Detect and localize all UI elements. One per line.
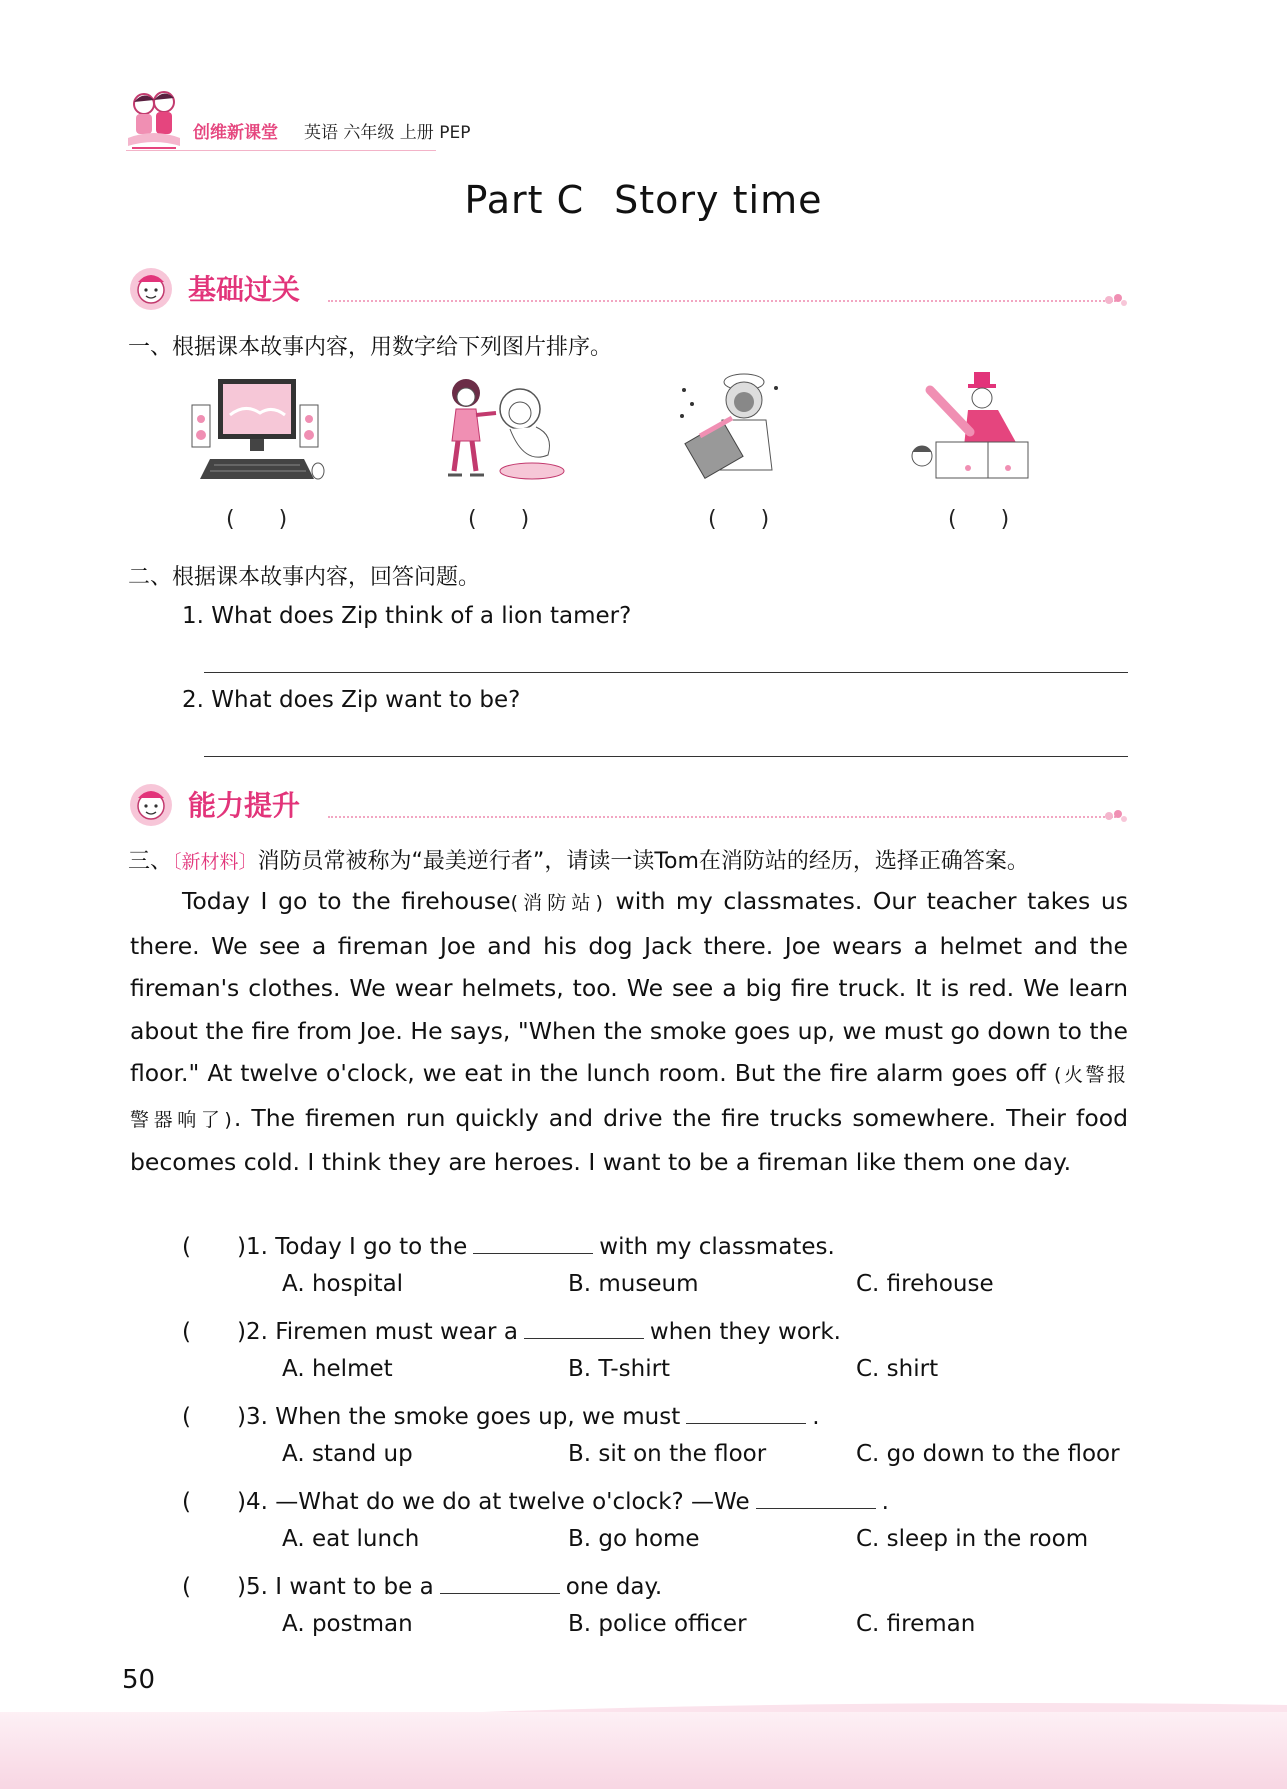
option-b[interactable]: B. go home [568, 1526, 700, 1552]
picture-beekeeper [676, 370, 796, 485]
option-c[interactable]: C. shirt [856, 1356, 939, 1382]
passage-text-2: with my classmates. Our teacher takes us there. We see a fireman Joe and his dog Jack there. Joe wears a helmet and the fireman's clothes. We wear helmets, too. We see a big fire truck. It is red. We learn about the fire from Joe. He says, "When the smoke goes up, we must go down to the floor." At twelve o'clock, we eat in the lunch room. But the fire alarm goes off [130, 887, 1128, 1087]
option-a[interactable]: A. stand up [282, 1441, 413, 1467]
passage-gloss-firehouse: (消防站) [510, 892, 605, 914]
option-c[interactable]: C. go down to the floor [856, 1441, 1120, 1467]
fill-blank[interactable] [440, 1573, 560, 1594]
answer-line-1[interactable] [204, 672, 1128, 673]
answer-line-2[interactable] [204, 756, 1128, 757]
question-text-before: I want to be a [275, 1574, 434, 1600]
option-c[interactable]: C. sleep in the room [856, 1526, 1089, 1552]
girl-with-lion-icon [432, 375, 572, 485]
option-c[interactable]: C. firehouse [856, 1271, 994, 1297]
section-title: 能力提升 [188, 789, 301, 822]
decor-dots-icon [1104, 808, 1128, 824]
question-text-after: . [812, 1404, 820, 1430]
passage-gloss-alarm: (火警报警器响了) [130, 1064, 1128, 1131]
brand-logo-icon [126, 88, 182, 154]
page-number: 50 [122, 1665, 156, 1695]
question-text-after: one day. [565, 1574, 663, 1600]
reading-passage [130, 880, 1128, 1184]
question-number: 三、 [128, 849, 173, 874]
passage-text-3: . The firemen run quickly and drive the fire trucks somewhere. Their food becomes cold. I think they are heroes. I want to be a fireman like them one day. [130, 1103, 1128, 1176]
question-text-after: with my classmates. [599, 1234, 835, 1260]
question-2-item-2 [182, 687, 520, 713]
question-text-before: Today I go to the [275, 1234, 468, 1260]
question-text-after: when they work. [649, 1319, 841, 1345]
item-number: 2. [182, 687, 204, 713]
section-banner-advanced [128, 778, 1128, 830]
item-text: What does Zip want to be? [211, 687, 521, 713]
beekeeper-icon [676, 370, 796, 485]
decor-dots-icon [1104, 292, 1128, 308]
question-text-after: . [881, 1489, 889, 1515]
question-number: 1. [245, 1234, 268, 1260]
question-number: 3. [245, 1404, 268, 1430]
question-number: 2. [245, 1319, 268, 1345]
mc-question-3 [182, 1398, 820, 1431]
option-a[interactable]: A. hospital [282, 1271, 404, 1297]
question-text-before: —What do we do at twelve o'clock? —We [275, 1489, 750, 1515]
option-a[interactable]: A. helmet [282, 1356, 393, 1382]
question-text-before: When the smoke goes up, we must [275, 1404, 681, 1430]
question-2-item-1 [182, 603, 631, 629]
new-material-tag: 〔新材料〕 [172, 851, 258, 873]
question-1-heading: 一、根据课本故事内容，用数字给下列图片排序。 [128, 335, 613, 360]
mc-question-1 [182, 1228, 835, 1261]
fill-blank[interactable] [686, 1403, 806, 1424]
footer-band [0, 1712, 1287, 1789]
picture-computer [190, 375, 330, 485]
question-3-heading [128, 844, 1029, 875]
question-text-before: Firemen must wear a [275, 1319, 518, 1345]
mc-question-5 [182, 1568, 662, 1601]
section-title: 基础过关 [188, 273, 301, 306]
question-2-heading: 二、根据课本故事内容，回答问题。 [128, 565, 481, 590]
fill-blank[interactable] [756, 1488, 876, 1509]
answer-paren[interactable]: ( ) [182, 1489, 246, 1515]
picture-magician [908, 368, 1048, 488]
section-banner-basic [128, 262, 1128, 314]
passage-text-1: Today I go to the firehouse [182, 887, 511, 915]
option-b[interactable]: B. police officer [568, 1611, 747, 1637]
option-c[interactable]: C. fireman [856, 1611, 976, 1637]
answer-paren[interactable]: ( ) [182, 1234, 246, 1260]
item-number: 1. [182, 603, 204, 629]
fill-blank[interactable] [473, 1233, 593, 1254]
section-face-icon [128, 782, 174, 828]
option-b[interactable]: B. museum [568, 1271, 699, 1297]
book-subject: 英语 六年级 上册 PEP [304, 123, 471, 143]
fill-blank[interactable] [524, 1318, 644, 1339]
mc-question-4 [182, 1483, 889, 1516]
question-number: 4. [245, 1489, 268, 1515]
option-b[interactable]: B. sit on the floor [568, 1441, 767, 1467]
answer-paren[interactable]: ( ) [182, 1319, 246, 1345]
question-instruction: 消防员常被称为“最美逆行者”，请读一读Tom在消防站的经历，选择正确答案。 [257, 849, 1029, 874]
picture-2-blank[interactable]: ( ) [468, 507, 530, 532]
answer-paren[interactable]: ( ) [182, 1404, 246, 1430]
picture-3-blank[interactable]: ( ) [708, 507, 770, 532]
title-name: Story time [614, 178, 823, 222]
section-face-icon [128, 266, 174, 312]
item-text: What does Zip think of a lion tamer? [211, 603, 632, 629]
answer-paren[interactable]: ( ) [182, 1574, 246, 1600]
section-divider [328, 816, 1116, 818]
mc-question-2 [182, 1313, 841, 1346]
computer-icon [190, 375, 330, 485]
picture-4-blank[interactable]: ( ) [948, 507, 1010, 532]
section-divider [328, 300, 1116, 302]
option-a[interactable]: A. eat lunch [282, 1526, 420, 1552]
header-divider [126, 150, 436, 151]
question-number: 5. [245, 1574, 268, 1600]
option-a[interactable]: A. postman [282, 1611, 413, 1637]
picture-1-blank[interactable]: ( ) [226, 507, 288, 532]
picture-girl-lion [432, 375, 572, 485]
title-part: Part C [464, 178, 585, 222]
brand-name: 创维新课堂 [193, 123, 278, 143]
magician-box-icon [908, 368, 1048, 488]
option-b[interactable]: B. T-shirt [568, 1356, 671, 1382]
page-title [0, 178, 1287, 222]
